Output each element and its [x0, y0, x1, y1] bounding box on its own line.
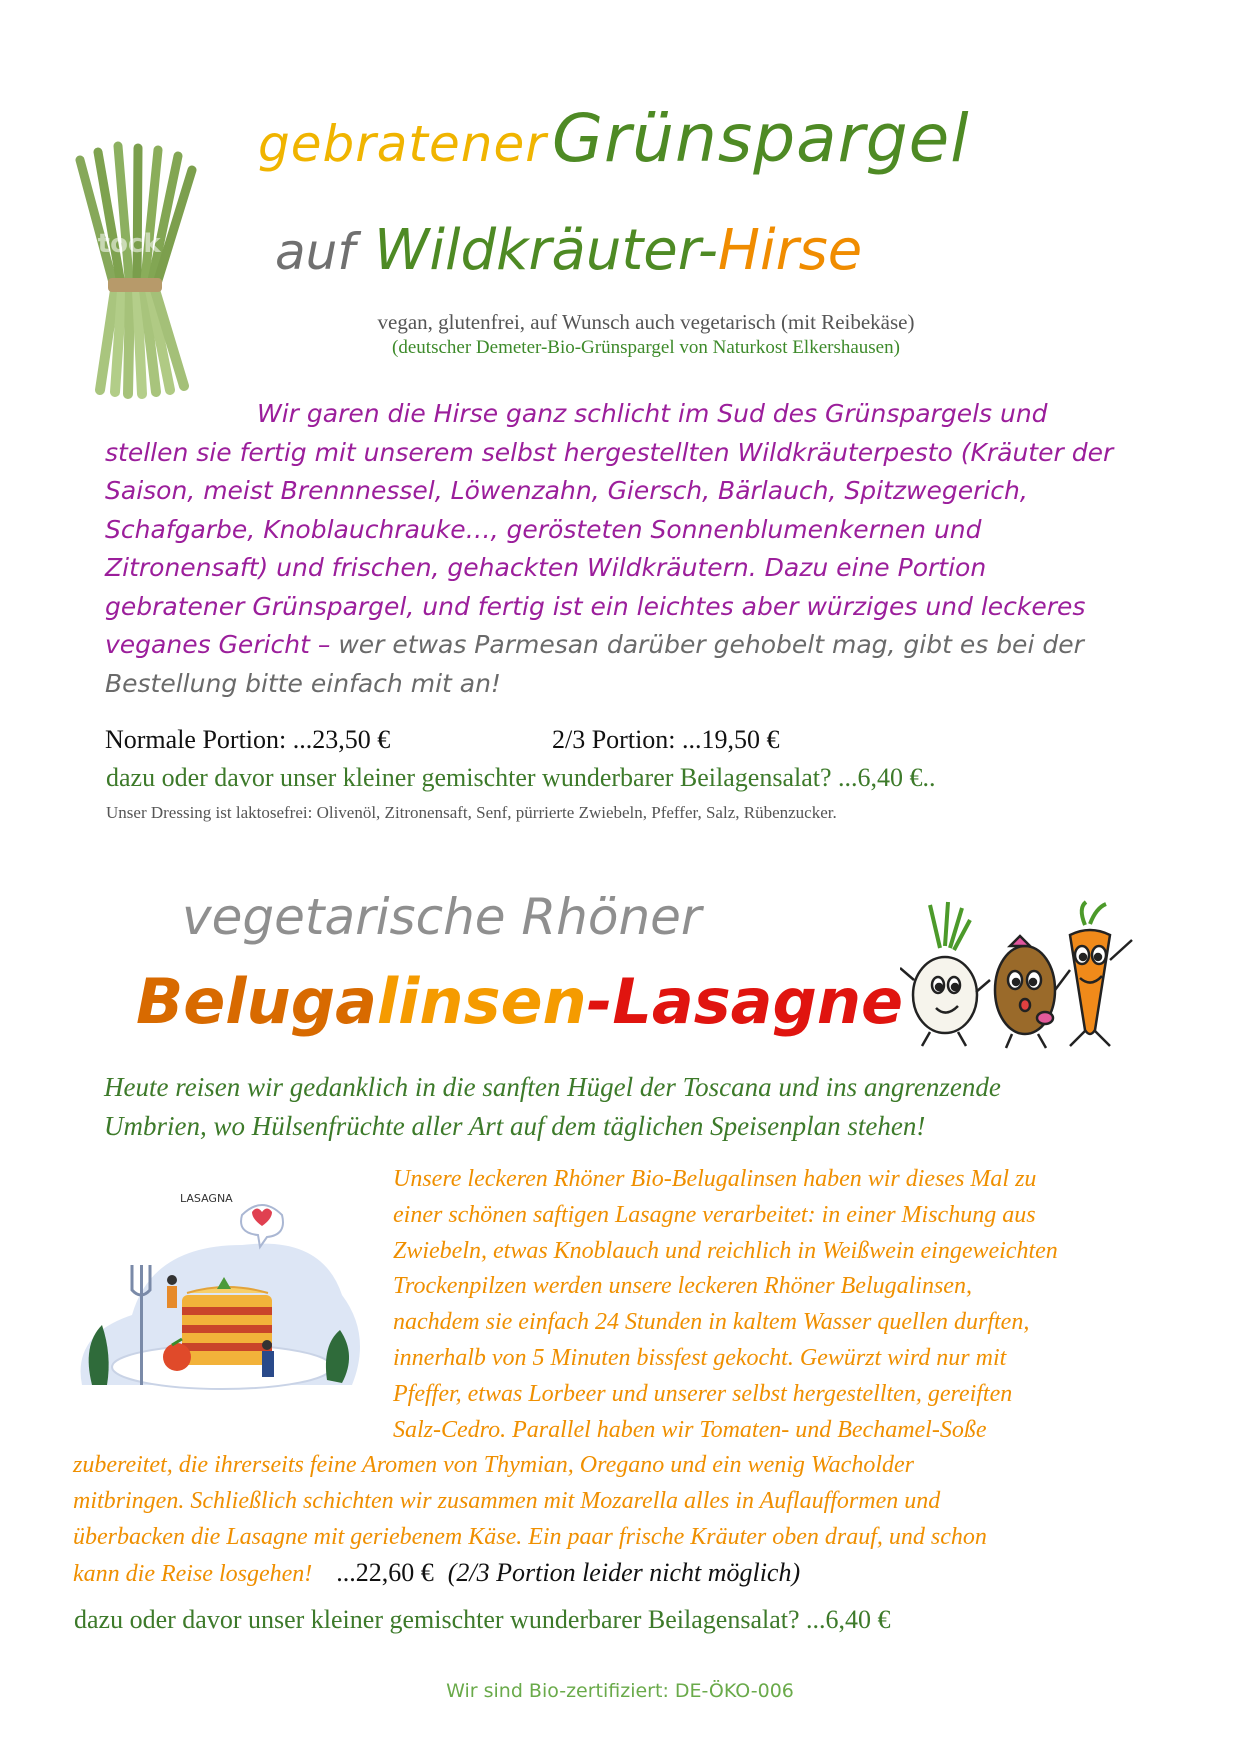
- dish2-intro: [104, 1068, 1164, 1146]
- desc-line: Zitronensaft) und frischen, gehackten Wildkräutern. Dazu eine Portion: [105, 553, 987, 582]
- desc-line: stellen sie fertig mit unserem selbst hergestellten Wildkräuterpesto (Kräuter der: [105, 437, 1114, 467]
- desc-line: Trockenpilzen werden unsere leckeren Rhöner Belugalinsen,: [393, 1273, 972, 1300]
- dish2-desc-right: [393, 1162, 1193, 1448]
- desc-line: Unsere leckeren Rhöner Bio-Belugalinsen haben wir dieses Mal zu: [393, 1166, 1037, 1192]
- vegetable-cartoon-image: [900, 900, 1145, 1050]
- dish1-title-line1: [258, 100, 970, 177]
- desc-line: Bestellung bitte einfach mit an!: [105, 668, 501, 698]
- intro-line: Umbrien, wo Hülsenfrüchte aller Art auf dem täglichen Speisenplan stehen!: [104, 1111, 926, 1141]
- asparagus-image: [60, 140, 210, 400]
- dish2-title-line2: [136, 965, 903, 1038]
- title-linsen: linsen: [376, 965, 587, 1038]
- dish2-title-line1: vegetarische Rhöner: [182, 888, 702, 946]
- title-auf: auf: [275, 223, 355, 281]
- desc-line: Salz-Cedro. Parallel haben wir Tomaten- und Bechamel-Soße: [393, 1416, 987, 1443]
- desc-grey-part: wer etwas Parmesan darüber gehobelt mag, gibt es bei der: [338, 630, 1084, 659]
- desc-purple-part: veganes Gericht –: [105, 630, 339, 659]
- dish1-price-two-thirds: 2/3 Portion: ...19,50 €: [552, 725, 780, 754]
- intro-line: Heute reisen wir gedanklich in die sanften Hügel der Toscana und ins angrenzende: [104, 1072, 1001, 1102]
- lasagna-label: LASAGNA: [180, 1192, 233, 1205]
- desc-last: kann die Reise losgehen!: [73, 1561, 313, 1588]
- footer-bio-certification: Wir sind Bio-zertifiziert: DE-ÖKO-006: [446, 1680, 794, 1702]
- desc-line: innerhalb von 5 Minuten bissfest gekocht. Gewürzt wird nur mit: [393, 1344, 1007, 1371]
- title-beluga: Beluga: [136, 965, 377, 1038]
- dish2-desc-full: [73, 1448, 1193, 1593]
- title-gruenspargel: Grünspargel: [551, 100, 970, 177]
- desc-line: zubereitet, die ihrerseits feine Aromen von Thymian, Oregano und ein wenig Wacholder: [73, 1452, 914, 1478]
- desc-line: Wir garen die Hirse ganz schlicht im Sud des Grünspargels und: [257, 399, 1048, 428]
- dish2-salad: dazu oder davor unser kleiner gemischter wunderbarer Beilagensalat? ...6,40 €: [74, 1605, 891, 1634]
- dish2-price: ...22,60 €: [336, 1558, 434, 1588]
- dish1-dressing: Unser Dressing ist laktosefrei: Olivenöl, Zitronensaft, Senf, pürrierte Zwiebeln, Pfeffer, Salz, Rübenzucker.: [106, 803, 837, 822]
- lasagna-illustration: [72, 1185, 372, 1415]
- dish1-subtitle: vegan, glutenfrei, auf Wunsch auch vegetarisch (mit Reibekäse): [377, 310, 915, 334]
- dish1-description: [105, 395, 1165, 703]
- dish1-origin: (deutscher Demeter-Bio-Grünspargel von Naturkost Elkershausen): [392, 337, 900, 358]
- title-lasagne: -Lasagne: [586, 965, 904, 1038]
- title-hirse: Hirse: [717, 218, 863, 283]
- desc-line: nachdem sie einfach 24 Stunden in kaltem Wasser quellen durften,: [393, 1309, 1030, 1336]
- desc-line: [105, 626, 1165, 665]
- desc-line: einer schönen saftigen Lasagne verarbeitet: in einer Mischung aus: [393, 1201, 1036, 1228]
- desc-line: Pfeffer, etwas Lorbeer und unserer selbst hergestellten, gereiften: [393, 1380, 1013, 1407]
- istock-watermark: iStock: [70, 229, 161, 259]
- dish1-salad: dazu oder davor unser kleiner gemischter wunderbarer Beilagensalat? ...6,40 €..: [106, 763, 936, 792]
- title-wildkraeuter: Wildkräuter-: [374, 218, 718, 283]
- desc-line: überbacken die Lasagne mit geriebenem Käse. Ein paar frische Kräuter oben drauf, und schon: [73, 1523, 987, 1550]
- desc-line: Saison, meist Brennnessel, Löwenzahn, Giersch, Bärlauch, Spitzwegerich,: [105, 476, 1028, 505]
- dish2-price-note: (2/3 Portion leider nicht möglich): [447, 1558, 801, 1588]
- desc-line: mitbringen. Schließlich schichten wir zusammen mit Mozarella alles in Auflaufformen und: [73, 1487, 941, 1514]
- dish1-price-normal: Normale Portion: ...23,50 €: [105, 725, 391, 754]
- dish1-title-line2: [275, 218, 862, 283]
- desc-line: Zwiebeln, etwas Knoblauch und reichlich in Weißwein eingeweichten: [393, 1237, 1058, 1264]
- desc-line: Schafgarbe, Knoblauchrauke…, gerösteten Sonnenblumenkernen und: [105, 514, 982, 544]
- desc-line: gebratener Grünspargel, und fertig ist ein leichtes aber würziges und leckeres: [105, 591, 1086, 621]
- desc-line: [73, 1555, 1193, 1593]
- title-gebratener: gebratener: [258, 115, 547, 173]
